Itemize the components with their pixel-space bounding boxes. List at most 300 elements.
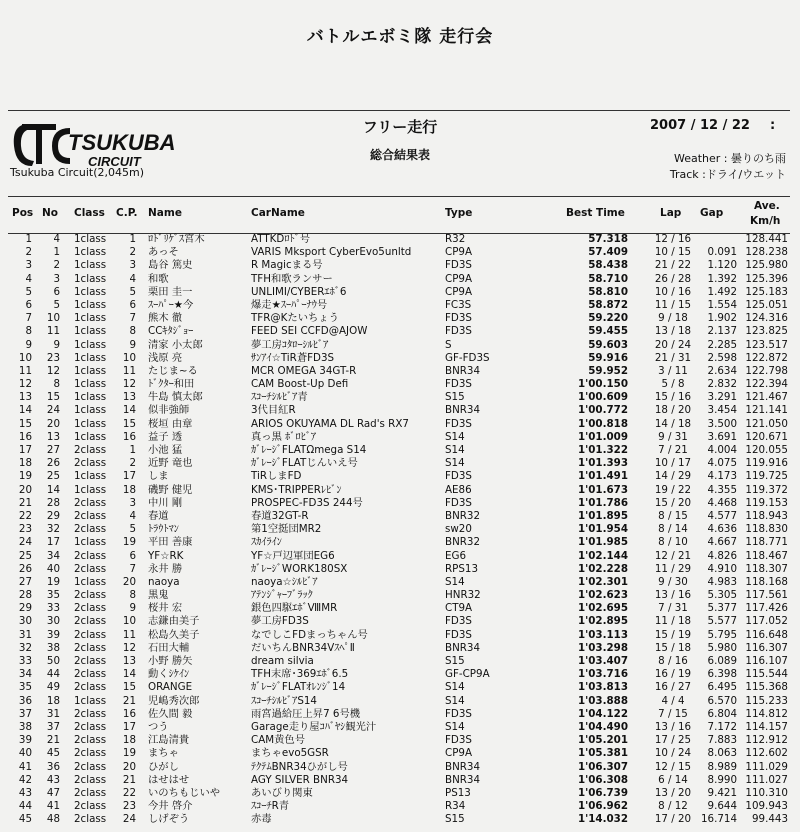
cell-no: 4	[53, 233, 60, 245]
cell-cp: 10	[122, 615, 136, 628]
cell-car: なでしこFDまっちゃん号	[251, 628, 368, 641]
table-row	[8, 721, 790, 734]
cell-gap: 16.714	[700, 813, 737, 826]
cell-no: 3	[53, 272, 60, 285]
cell-best: 1'00.150	[577, 378, 628, 391]
cell-pos: 45	[18, 813, 32, 826]
cell-lap: 8 / 15	[658, 509, 688, 522]
cell-car: R Magicまる号	[251, 259, 323, 272]
cell-type: sw20	[445, 523, 472, 536]
cell-name: CCｷﾀｼﾞｮｰ	[148, 325, 194, 338]
cell-ave: 112.602	[745, 747, 788, 760]
cell-car: 春道32GT-R	[251, 509, 309, 522]
cell-type: CP9A	[445, 747, 472, 760]
cell-ave: 125.183	[745, 285, 788, 298]
cell-pos: 5	[25, 285, 32, 298]
cell-best: 1'00.818	[577, 417, 628, 430]
cell-gap: 5.305	[707, 589, 737, 602]
cell-best: 59.916	[588, 351, 628, 364]
top-divider	[8, 110, 790, 111]
cell-class: 2class	[74, 444, 107, 456]
cell-pos: 21	[18, 496, 32, 509]
cell-ave: 116.307	[745, 641, 788, 654]
cell-pos: 15	[18, 417, 32, 430]
cell-best: 57.409	[588, 246, 628, 259]
cell-type: FD3S	[445, 378, 472, 391]
table-row	[8, 299, 790, 312]
cell-ave: 109.943	[745, 800, 788, 813]
cell-pos: 41	[18, 760, 32, 773]
cell-cp: 20	[122, 760, 136, 773]
cell-gap: 3.691	[707, 430, 737, 443]
cell-ave: 111.027	[745, 773, 788, 786]
cell-type: BNR34	[445, 364, 481, 377]
cell-no: 23	[46, 351, 60, 364]
cell-gap: 5.795	[707, 628, 737, 641]
cell-gap: 9.644	[707, 800, 737, 813]
cell-name: 永井 勝	[148, 562, 183, 575]
cell-lap: 12 / 21	[654, 549, 692, 562]
cell-best: 1'02.301	[577, 575, 628, 588]
results-subtitle: 総合結果表	[369, 148, 430, 162]
cell-ave: 118.467	[745, 549, 788, 562]
cell-best: 1'06.307	[577, 760, 628, 773]
cell-lap: 7 / 31	[658, 602, 688, 615]
cell-gap: 1.392	[707, 272, 737, 285]
table-row	[8, 470, 790, 483]
cell-lap: 16 / 27	[654, 681, 692, 694]
cell-pos: 4	[25, 272, 32, 285]
header-kmh: Km/h	[750, 215, 781, 227]
cell-cp: 18	[122, 734, 136, 747]
table-row	[8, 404, 790, 417]
table-row	[8, 734, 790, 747]
cell-no: 6	[53, 285, 60, 298]
cell-class: 1class	[74, 536, 107, 549]
cell-ave: 123.825	[745, 325, 788, 338]
cell-best: 1'01.322	[577, 444, 628, 456]
cell-best: 1'02.895	[577, 615, 628, 628]
cell-name: しげぞう	[148, 813, 190, 826]
cell-ave: 119.372	[745, 483, 788, 496]
table-row	[8, 312, 790, 325]
table-row	[8, 457, 790, 470]
header-pos: Pos	[12, 207, 34, 219]
table-row	[8, 708, 790, 721]
cell-class: 1class	[74, 246, 107, 259]
cell-name: ひがし	[148, 760, 179, 773]
table-row	[8, 800, 790, 813]
cell-lap: 15 / 19	[654, 628, 692, 641]
cell-no: 29	[46, 509, 60, 522]
cell-gap: 5.577	[707, 615, 737, 628]
cell-lap: 6 / 14	[658, 773, 688, 786]
cell-car: ｽｶｲﾗｲﾝ	[251, 536, 282, 549]
cell-type: FD3S	[445, 707, 472, 720]
cell-lap: 8 / 16	[658, 655, 688, 667]
cell-type: S14	[445, 694, 465, 707]
cell-gap: 4.577	[707, 509, 737, 522]
cell-best: 1'01.985	[577, 536, 628, 549]
cell-no: 34	[46, 549, 60, 562]
cell-gap: 1.902	[707, 312, 737, 325]
cell-cp: 16	[122, 430, 136, 443]
cell-name: しま	[148, 470, 169, 483]
cell-best: 1'04.490	[577, 720, 628, 733]
cell-cp: 9	[129, 338, 136, 351]
cell-ave: 114.812	[745, 707, 788, 720]
cell-gap: 5.377	[707, 602, 737, 615]
cell-no: 10	[46, 312, 60, 325]
cell-car: AGY SILVER BNR34	[251, 773, 349, 786]
cell-class: 2class	[74, 602, 107, 615]
cell-no: 25	[46, 470, 60, 483]
cell-pos: 27	[18, 575, 32, 588]
cell-cp: 3	[129, 496, 136, 509]
cell-lap: 12 / 16	[654, 233, 692, 245]
cell-pos: 17	[18, 444, 32, 456]
cell-ave: 120.055	[745, 444, 788, 456]
cell-name: 清家 小太郎	[148, 338, 203, 351]
cell-cp: 8	[129, 589, 136, 602]
cell-lap: 7 / 21	[658, 444, 688, 456]
header-name: Name	[148, 207, 182, 219]
cell-no: 47	[46, 786, 60, 799]
results-table	[8, 233, 790, 826]
cell-class: 1class	[74, 575, 107, 588]
cell-name: ｽｰﾊﾟｰ★今	[148, 298, 194, 311]
header-ave: Ave.	[754, 200, 780, 212]
cell-gap: 2.137	[707, 325, 737, 338]
cell-no: 26	[46, 457, 60, 470]
cell-no: 36	[46, 760, 60, 773]
cell-lap: 8 / 12	[658, 800, 688, 813]
cell-class: 2class	[74, 681, 107, 694]
cell-ave: 128.238	[745, 246, 788, 259]
cell-best: 1'01.954	[577, 523, 628, 536]
cell-no: 27	[46, 444, 60, 456]
cell-pos: 1	[25, 233, 32, 245]
table-row	[8, 563, 790, 576]
cell-car: 夢工房FD3S	[251, 615, 309, 628]
cell-best: 1'02.695	[577, 602, 628, 615]
cell-pos: 18	[18, 457, 32, 470]
table-row	[8, 615, 790, 628]
cell-ave: 118.307	[745, 562, 788, 575]
table-row	[8, 695, 790, 708]
cell-name: 浅原 亮	[148, 351, 183, 364]
time-mark: :	[770, 118, 776, 133]
table-row	[8, 325, 790, 338]
cell-pos: 42	[18, 773, 32, 786]
cell-type: S	[445, 338, 452, 351]
session-title: フリー走行	[362, 118, 438, 136]
cell-gap: 8.063	[707, 747, 737, 760]
cell-class: 2class	[74, 457, 107, 470]
header-type: Type	[445, 207, 473, 219]
cell-no: 9	[53, 338, 60, 351]
cell-cp: 16	[122, 707, 136, 720]
cell-ave: 116.107	[745, 655, 788, 667]
cell-car: CAM黄色号	[251, 734, 306, 747]
cell-ave: 124.316	[745, 312, 788, 325]
cell-car: TFH和歌ランサー	[251, 272, 333, 285]
cell-type: FD3S	[445, 470, 472, 483]
cell-pos: 40	[18, 747, 32, 760]
cell-pos: 28	[18, 589, 32, 602]
cell-cp: 24	[122, 813, 136, 826]
table-row	[8, 550, 790, 563]
cell-best: 1'03.407	[577, 655, 628, 667]
cell-car: まちゃevo5GSR	[251, 747, 329, 760]
cell-cp: 14	[122, 668, 136, 681]
cell-pos: 26	[18, 562, 32, 575]
cell-name: 中川 剛	[148, 496, 183, 509]
cell-gap: 6.495	[707, 681, 737, 694]
cell-name: 島谷 篤史	[148, 259, 193, 272]
cell-class: 1class	[74, 285, 107, 298]
cell-ave: 128.441	[745, 233, 788, 245]
table-row	[8, 418, 790, 431]
cell-type: FD3S	[445, 496, 472, 509]
cell-best: 1'03.298	[577, 641, 628, 654]
cell-car: 3代目紅R	[251, 404, 296, 417]
cell-type: FD3S	[445, 259, 472, 272]
cell-type: S14	[445, 430, 465, 443]
cell-best: 1'14.032	[577, 813, 628, 826]
cell-pos: 14	[18, 404, 32, 417]
cell-pos: 36	[18, 694, 32, 707]
cell-type: FD3S	[445, 628, 472, 641]
cell-best: 58.710	[588, 272, 628, 285]
cell-name: 春道	[148, 509, 169, 522]
cell-lap: 13 / 16	[654, 589, 692, 602]
cell-class: 2class	[74, 562, 107, 575]
cell-best: 1'00.772	[577, 404, 628, 417]
cell-lap: 18 / 20	[654, 404, 692, 417]
table-row	[8, 681, 790, 694]
cell-gap: 4.075	[707, 457, 737, 470]
cell-type: FC3S	[445, 298, 472, 311]
cell-ave: 115.544	[745, 668, 788, 681]
cell-type: S14	[445, 720, 465, 733]
cell-gap: 7.172	[707, 720, 737, 733]
cell-pos: 19	[18, 470, 32, 483]
cell-class: 2class	[74, 707, 107, 720]
cell-class: 1class	[74, 483, 107, 496]
cell-best: 1'03.813	[577, 681, 628, 694]
cell-class: 1class	[74, 298, 107, 311]
cell-best: 1'00.609	[577, 391, 628, 404]
cell-best: 1'06.739	[577, 786, 628, 799]
cell-pos: 44	[18, 800, 32, 813]
cell-class: 2class	[74, 589, 107, 602]
cell-type: FD3S	[445, 615, 472, 628]
cell-type: FD3S	[445, 734, 472, 747]
cell-gap: 0.091	[707, 246, 737, 259]
cell-no: 49	[46, 681, 60, 694]
cell-gap: 2.285	[707, 338, 737, 351]
cell-lap: 14 / 18	[654, 417, 692, 430]
cell-gap: 5.980	[707, 641, 737, 654]
cell-class: 2class	[74, 813, 107, 826]
cell-type: GF-FD3S	[445, 351, 490, 364]
table-row	[8, 286, 790, 299]
cell-name: つう	[148, 720, 169, 733]
cell-car: あいびり関東	[251, 786, 313, 799]
cell-lap: 10 / 17	[654, 457, 692, 470]
cell-class: 2class	[74, 773, 107, 786]
table-row	[8, 813, 790, 826]
cell-pos: 34	[18, 668, 32, 681]
cell-name: ﾄﾞｸﾀｰ和田	[148, 378, 195, 391]
cell-class: 2class	[74, 800, 107, 813]
cell-gap: 4.910	[707, 562, 737, 575]
cell-ave: 117.426	[745, 602, 788, 615]
cell-gap: 4.983	[707, 575, 737, 588]
cell-lap: 12 / 15	[654, 760, 692, 773]
cell-no: 12	[46, 364, 60, 377]
cell-cp: 7	[129, 312, 136, 325]
cell-no: 5	[53, 298, 60, 311]
cell-name: いのちもじいや	[148, 786, 221, 799]
cell-car: TFR@Kたいちょう	[251, 312, 339, 325]
cell-cp: 11	[122, 628, 136, 641]
table-row	[8, 576, 790, 589]
cell-lap: 11 / 18	[654, 615, 692, 628]
cell-best: 1'01.009	[577, 430, 628, 443]
cell-class: 2class	[74, 641, 107, 654]
cell-no: 28	[46, 496, 60, 509]
table-row	[8, 273, 790, 286]
header-no: No	[42, 207, 59, 219]
table-row	[8, 378, 790, 391]
cell-name: はせはせ	[148, 773, 190, 786]
cell-best: 1'05.381	[577, 747, 628, 760]
table-row	[8, 259, 790, 272]
table-row	[8, 365, 790, 378]
cell-lap: 13 / 20	[654, 786, 692, 799]
cell-cp: 15	[122, 417, 136, 430]
cell-car: CAM Boost-Up Defi	[251, 378, 349, 391]
table-header	[8, 196, 790, 234]
cell-ave: 125.051	[745, 298, 788, 311]
cell-best: 1'05.201	[577, 734, 628, 747]
cell-class: 2class	[74, 628, 107, 641]
cell-type: S14	[445, 681, 465, 694]
cell-name: 江島清貴	[148, 734, 190, 747]
cell-lap: 11 / 15	[654, 298, 692, 311]
cell-cp: 3	[129, 259, 136, 272]
cell-lap: 8 / 14	[658, 523, 688, 536]
cell-class: 2class	[74, 734, 107, 747]
cell-car: ｽｺｰﾁｼﾙﾋﾞｱS14	[251, 694, 317, 707]
cell-ave: 119.725	[745, 470, 788, 483]
cell-gap: 1.554	[707, 298, 737, 311]
cell-car: 雨宮過給圧上昇7 6号機	[251, 707, 361, 720]
cell-lap: 11 / 29	[654, 562, 692, 575]
cell-name: 松島久美子	[148, 628, 200, 641]
cell-type: S14	[445, 457, 465, 470]
cell-no: 48	[46, 813, 60, 826]
cell-class: 2class	[74, 668, 107, 681]
cell-no: 45	[46, 747, 60, 760]
cell-lap: 7 / 15	[658, 707, 688, 720]
cell-pos: 32	[18, 641, 32, 654]
cell-lap: 4 / 4	[661, 694, 685, 707]
cell-car: ARIOS OKUYAMA DL Rad's RX7	[251, 417, 409, 430]
cell-class: 2class	[74, 523, 107, 536]
cell-ave: 110.310	[745, 786, 788, 799]
cell-ave: 121.141	[745, 404, 788, 417]
cell-car: 第1空挺団MR2	[251, 523, 322, 536]
cell-cp: 1	[129, 444, 136, 456]
cell-type: EG6	[445, 549, 467, 562]
cell-name: 小野 勝矢	[148, 655, 193, 667]
cell-no: 30	[46, 615, 60, 628]
cell-pos: 10	[18, 351, 32, 364]
cell-cp: 4	[129, 272, 136, 285]
cell-type: AE86	[445, 483, 472, 496]
cell-best: 59.220	[588, 312, 628, 325]
table-row	[8, 431, 790, 444]
cell-car: ｻﾝｱｲ☆TiR蒼FD3S	[251, 351, 335, 364]
cell-cp: 21	[122, 694, 136, 707]
cell-car: ｶﾞﾚｰｼﾞFLATΩmega S14	[251, 444, 367, 456]
cell-lap: 14 / 29	[654, 470, 692, 483]
cell-name: 益子 透	[148, 430, 183, 443]
cell-cp: 8	[129, 325, 136, 338]
cell-best: 1'03.888	[577, 694, 628, 707]
cell-cp: 10	[122, 351, 136, 364]
cell-gap: 9.421	[707, 786, 737, 799]
cell-class: 2class	[74, 615, 107, 628]
cell-cp: 7	[129, 562, 136, 575]
cell-type: BNR34	[445, 773, 481, 786]
cell-name: 磯野 健児	[148, 483, 193, 496]
cell-ave: 114.157	[745, 720, 788, 733]
cell-gap: 2.634	[707, 364, 737, 377]
cell-no: 24	[46, 404, 60, 417]
cell-lap: 10 / 24	[654, 747, 692, 760]
cell-name: 動くｼｹｲﾝ	[148, 668, 190, 681]
cell-cp: 1	[129, 233, 136, 245]
cell-ave: 119.916	[745, 457, 788, 470]
table-row	[8, 589, 790, 602]
cell-best: 1'03.716	[577, 668, 628, 681]
cell-no: 17	[46, 536, 60, 549]
cell-cp: 6	[129, 298, 136, 311]
cell-no: 8	[53, 378, 60, 391]
cell-gap: 4.173	[707, 470, 737, 483]
cell-car: ｶﾞﾚｰｼﾞFLATじんいえ号	[251, 457, 358, 470]
cell-gap: 1.120	[707, 259, 737, 272]
cell-best: 59.952	[588, 364, 628, 377]
cell-no: 33	[46, 602, 60, 615]
cell-no: 37	[46, 720, 60, 733]
cell-gap: 6.804	[707, 707, 737, 720]
cell-no: 44	[46, 668, 60, 681]
cell-name: 牛島 慎太郎	[148, 391, 203, 404]
cell-lap: 15 / 16	[654, 391, 692, 404]
cell-best: 59.603	[588, 338, 628, 351]
cell-lap: 16 / 19	[654, 668, 692, 681]
cell-pos: 3	[25, 259, 32, 272]
logo-text: TSUKUBA	[68, 130, 176, 155]
cell-class: 1class	[74, 272, 107, 285]
cell-pos: 13	[18, 391, 32, 404]
cell-car: ｶﾞﾚｰｼﾞFLATｵﾚﾝｼﾞ14	[251, 681, 346, 694]
